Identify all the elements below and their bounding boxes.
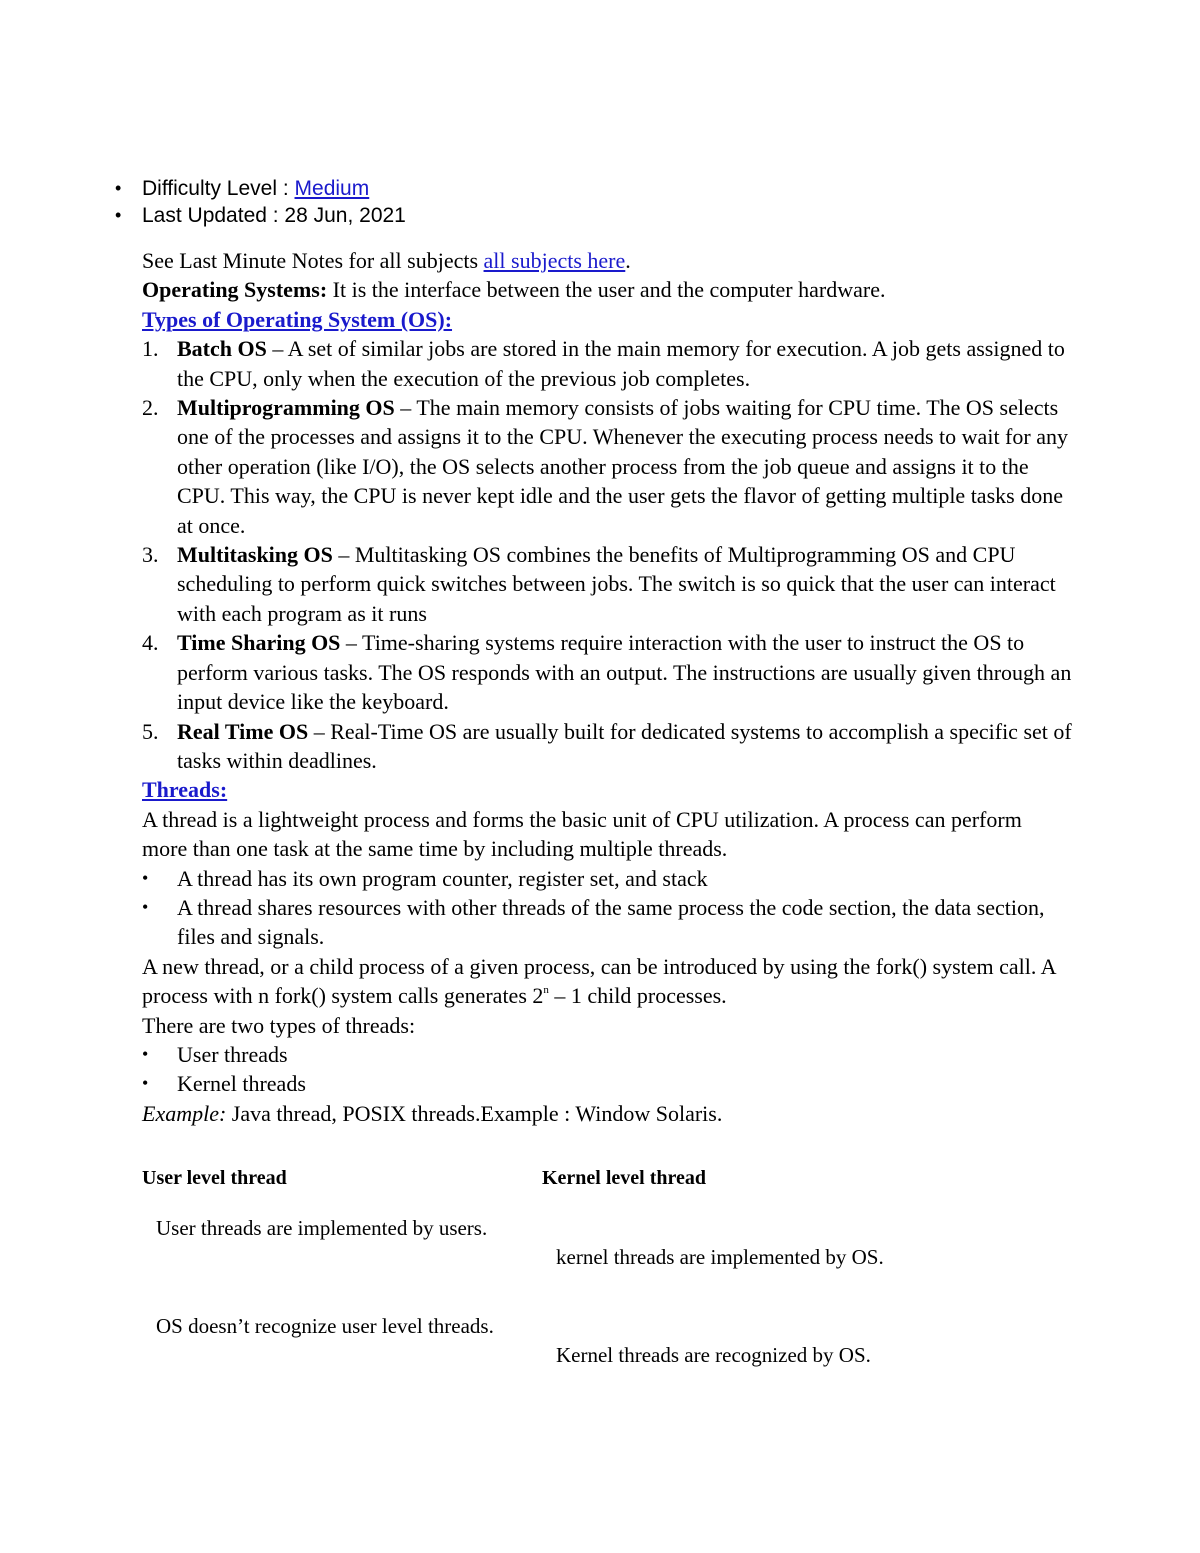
item-term: Time Sharing OS: [177, 630, 341, 656]
table-cell: User threads are implemented by users.: [156, 1216, 488, 1240]
threads-heading[interactable]: [142, 775, 1072, 804]
example-line: [142, 1099, 1072, 1128]
list-item: [142, 1040, 1072, 1069]
meta-list: [115, 175, 406, 229]
fork-text-end: – 1 child processes.: [548, 983, 727, 1009]
fork-superscript: n: [543, 984, 549, 997]
bullet-icon: •: [115, 205, 122, 225]
bullet-icon: •: [142, 896, 149, 917]
item-term: Multiprogramming OS: [177, 395, 395, 421]
meta-updated: [115, 202, 406, 229]
bullet-icon: •: [142, 1073, 149, 1094]
item-term: Batch OS: [177, 336, 267, 362]
table-header-kernel: Kernel level thread: [542, 1167, 707, 1189]
thread-types-list: [142, 1040, 1072, 1099]
item-text: – Time-sharing systems require interaction with the user to instruct the OS to perform various tasks. The OS responds with an output. The instructions are usually given through an input device like the keyboard.: [177, 630, 1072, 715]
list-item: [142, 334, 1072, 393]
fork-paragraph: [142, 952, 1072, 1011]
item-number: 3.: [142, 542, 159, 568]
table-header-user: User level thread: [142, 1167, 287, 1189]
os-term: Operating Systems:: [142, 277, 328, 303]
thread-type: User threads: [177, 1041, 288, 1067]
bullet-icon: •: [115, 178, 122, 198]
thread-type: Kernel threads: [177, 1071, 306, 1097]
os-types-list: [142, 334, 1072, 775]
difficulty-label: Difficulty Level :: [142, 177, 295, 200]
table-cell: Kernel threads are recognized by OS.: [556, 1343, 871, 1367]
bullet-icon: •: [142, 867, 149, 888]
item-number: 4.: [142, 630, 159, 656]
thread-types-intro: There are two types of threads:: [142, 1012, 416, 1038]
example-text: Java thread, POSIX threads.Example : Window Solaris.: [226, 1100, 723, 1126]
item-text: – Real-Time OS are usually built for dedicated systems to accomplish a specific set of tasks within deadlines.: [177, 718, 1072, 773]
os-def-text: It is the interface between the user and the computer hardware.: [327, 277, 886, 303]
item-term: Multitasking OS: [177, 542, 333, 568]
last-updated: Last Updated : 28 Jun, 2021: [142, 204, 406, 227]
item-term: Real Time OS: [177, 718, 309, 744]
table-cell: kernel threads are implemented by OS.: [556, 1245, 884, 1269]
meta-difficulty: [115, 175, 406, 202]
bullet-text: A thread has its own program counter, register set, and stack: [177, 865, 708, 891]
list-item: [142, 628, 1072, 716]
list-item: [142, 1069, 1072, 1098]
see-notes-line: [142, 246, 1072, 275]
all-subjects-link[interactable]: all subjects here: [483, 248, 626, 273]
see-notes-text: See Last Minute Notes for all subjects: [142, 248, 484, 273]
os-definition: [142, 275, 1072, 304]
threads-heading-link[interactable]: Threads:: [142, 777, 228, 803]
item-number: 2.: [142, 395, 159, 421]
types-heading[interactable]: [142, 305, 1072, 334]
threads-intro: A thread is a lightweight process and forms the basic unit of CPU utilization. A process can perform more than one task at the same time by including multiple threads.: [142, 806, 1022, 862]
list-item: [142, 893, 1072, 952]
see-notes-suffix: .: [625, 248, 631, 273]
article-body: [142, 246, 1072, 1128]
example-label: Example:: [142, 1100, 227, 1126]
item-number: 5.: [142, 718, 159, 744]
list-item: [142, 864, 1072, 893]
thread-bullets: [142, 864, 1072, 952]
item-text: – A set of similar jobs are stored in the main memory for execution. A job gets assigned to the CPU, only when the execution of the previous job completes.: [177, 336, 1065, 391]
bullet-text: A thread shares resources with other threads of the same process the code section, the data section, files and signals.: [177, 894, 1045, 950]
item-text: – The main memory consists of jobs waiting for CPU time. The OS selects one of the processes and assigns it to the CPU. Whenever the executing process needs to wait for any other operation (like I/O), the OS selects another process from the job queue and assigns it to the CPU. This way, the CPU is never kept idle and the user gets the flavor of getting multiple tasks done at once.: [177, 395, 1068, 538]
difficulty-link[interactable]: Medium: [294, 177, 370, 200]
bullet-icon: •: [142, 1043, 149, 1064]
list-item: [142, 540, 1072, 628]
types-heading-link[interactable]: Types of Operating System (OS):: [142, 306, 453, 332]
fork-text: A new thread, or a child process of a given process, can be introduced by using the fork() system call. A process with n fork() system calls generates 2: [142, 953, 1056, 1009]
list-item: [142, 717, 1072, 776]
item-number: 1.: [142, 336, 159, 362]
item-text: – Multitasking OS combines the benefits of Multiprogramming OS and CPU scheduling to perform quick switches between jobs. The switch is so quick that the user can interact with each program as it runs: [177, 542, 1056, 626]
table-cell: OS doesn’t recognize user level threads.: [156, 1314, 494, 1338]
list-item: [142, 393, 1072, 540]
